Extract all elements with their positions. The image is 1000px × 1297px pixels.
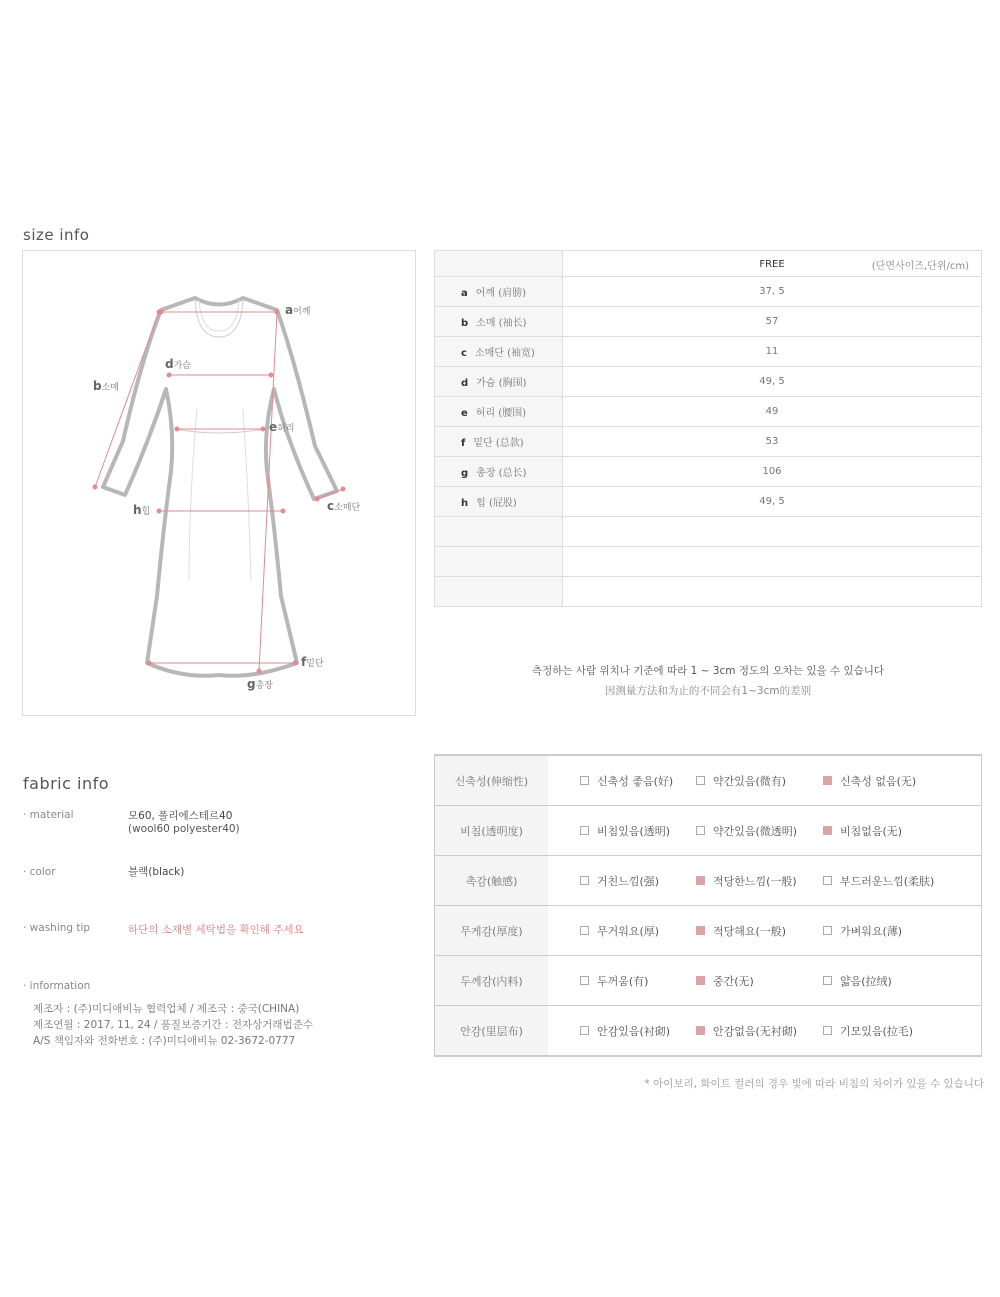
fabric-option-label: 얇음(拉绒)	[840, 974, 892, 988]
checkbox-icon[interactable]	[580, 976, 589, 985]
fabric-option[interactable]	[823, 873, 971, 889]
material-value: 모60, 폴리에스테르40	[128, 810, 233, 822]
fabric-option-label: 약간있음(微有)	[713, 774, 787, 788]
material-value-en: (wool60 polyester40)	[128, 823, 240, 835]
fabric-option-label: 거친느낌(强)	[597, 874, 660, 888]
checkbox-icon[interactable]	[696, 776, 705, 785]
fabric-option[interactable]	[696, 773, 823, 789]
fabric-option-label: 안감없음(无衬砌)	[713, 1024, 798, 1038]
table-row: d 가슴 (胸围) 49, 5	[435, 367, 982, 397]
information-label: · information	[23, 980, 91, 992]
checked-box-icon[interactable]	[696, 976, 705, 985]
checked-box-icon[interactable]	[823, 776, 832, 785]
table-row: h 힙 (屁股) 49, 5	[435, 487, 982, 517]
fabric-option-label: 중간(无)	[713, 974, 754, 988]
fabric-option-label: 신축성 없음(无)	[840, 774, 917, 788]
fabric-option[interactable]	[696, 923, 823, 939]
table-row: g 총장 (总长) 106	[435, 457, 982, 487]
info-line: A/S 책임자와 전화번호 : (주)미디애비뉴 02-3672-0777	[33, 1035, 296, 1047]
fabric-option[interactable]	[823, 1023, 971, 1039]
fabric-option-label: 적당해요(一般)	[713, 924, 787, 938]
checkbox-icon[interactable]	[580, 926, 589, 935]
fabric-property-label: 비침(透明度)	[435, 806, 549, 856]
washing-tip-value: 하단의 소재별 세탁법을 확인해 주세요	[128, 924, 304, 936]
fabric-property-label: 신축성(伸缩性)	[435, 755, 549, 806]
table-row-empty	[435, 547, 982, 577]
label-h: h힙	[133, 503, 151, 517]
fabric-option[interactable]	[823, 773, 971, 789]
label-b: b소매	[93, 379, 119, 393]
fabric-property-row	[435, 755, 982, 806]
checked-box-icon[interactable]	[696, 926, 705, 935]
measurement-note-cn: 因测量方法和为止的不同会有1~3cm的差别	[604, 685, 812, 697]
fabric-option-label: 적당한느낌(一般)	[713, 874, 797, 888]
fabric-option[interactable]	[823, 923, 971, 939]
checked-box-icon[interactable]	[696, 876, 705, 885]
fabric-property-label: 두께감(内料)	[435, 956, 549, 1006]
size-table	[434, 250, 982, 607]
fabric-option-label: 안감있음(衬砌)	[597, 1024, 671, 1038]
color-value: 블랙(black)	[128, 866, 185, 878]
fabric-option-label: 부드러운느낌(柔肤)	[840, 874, 935, 888]
fabric-option-label: 기모있음(拉毛)	[840, 1024, 914, 1038]
checkbox-icon[interactable]	[580, 876, 589, 885]
unit-note: (단면사이즈,단위/cm)	[871, 261, 969, 272]
size-table-header	[435, 251, 982, 277]
checkbox-icon[interactable]	[580, 826, 589, 835]
info-line: 제조연월 : 2017, 11, 24 / 품질보증기간 : 전자상거래법준수	[33, 1019, 314, 1031]
fabric-footnote: * 아이보리, 화이트 컬러의 경우 빛에 따라 비침의 차이가 있을 수 있습니다	[644, 1078, 984, 1090]
dress-outline	[103, 298, 337, 676]
material-label: · material	[23, 809, 74, 821]
fabric-option-label: 가벼워요(薄)	[840, 924, 903, 938]
info-line: 제조자 : (주)미디애비뉴 협력업체 / 제조국 : 중국(CHINA)	[33, 1003, 300, 1015]
fabric-option-label: 비침있음(透明)	[597, 824, 671, 838]
label-c: c소매단	[327, 499, 361, 513]
fabric-property-row	[435, 856, 982, 906]
fabric-option[interactable]	[580, 923, 696, 939]
fabric-option[interactable]	[696, 1023, 823, 1039]
washing-tip-label: · washing tip	[23, 922, 91, 934]
checkbox-icon[interactable]	[823, 876, 832, 885]
label-a: a어깨	[285, 303, 311, 317]
fabric-option-label: 두꺼움(有)	[597, 974, 649, 988]
fabric-property-row	[435, 956, 982, 1006]
checked-box-icon[interactable]	[823, 826, 832, 835]
fabric-properties-table	[434, 754, 982, 1057]
size-free-header: FREE	[759, 259, 785, 270]
fabric-property-label: 안감(里层布)	[435, 1006, 549, 1057]
fabric-property-label: 촉감(触感)	[435, 856, 549, 906]
size-info-title: size info	[23, 226, 90, 244]
fabric-option[interactable]	[823, 823, 971, 839]
table-row: e 허리 (腰围) 49	[435, 397, 982, 427]
checkbox-icon[interactable]	[823, 976, 832, 985]
fabric-property-row	[435, 806, 982, 856]
dress-illustration	[23, 251, 415, 715]
fabric-option-label: 비침없음(无)	[840, 824, 903, 838]
fabric-option[interactable]	[696, 823, 823, 839]
dress-diagram	[22, 250, 416, 716]
fabric-option[interactable]	[580, 873, 696, 889]
label-e: e허리	[269, 420, 295, 434]
fabric-info-title: fabric info	[23, 774, 110, 793]
color-label: · color	[23, 866, 56, 878]
fabric-option[interactable]	[580, 973, 696, 989]
fabric-option[interactable]	[823, 973, 971, 989]
fabric-option-label: 약간있음(微透明)	[713, 824, 798, 838]
table-row: a 어깨 (肩膀) 37, 5	[435, 277, 982, 307]
fabric-property-row	[435, 906, 982, 956]
label-g: g총장	[247, 677, 273, 691]
checked-box-icon[interactable]	[696, 1026, 705, 1035]
fabric-option[interactable]	[696, 873, 823, 889]
fabric-option[interactable]	[580, 773, 696, 789]
fabric-option-label: 무거워요(厚)	[597, 924, 660, 938]
label-d: d가슴	[165, 357, 191, 371]
label-f: f밑단	[301, 655, 324, 669]
measurement-note-ko: 측정하는 사람 위치나 기준에 따라 1 ~ 3cm 정도의 오차는 있을 수 있습니다	[531, 665, 885, 677]
fabric-option[interactable]	[580, 1023, 696, 1039]
checkbox-icon[interactable]	[696, 826, 705, 835]
fabric-property-row	[435, 1006, 982, 1057]
fabric-option-label: 신축성 좋음(好)	[597, 774, 674, 788]
fabric-option[interactable]	[696, 973, 823, 989]
table-row-empty	[435, 577, 982, 607]
checkbox-icon[interactable]	[580, 776, 589, 785]
checkbox-icon[interactable]	[580, 1026, 589, 1035]
table-row-empty	[435, 517, 982, 547]
table-row: f 밑단 (总款) 53	[435, 427, 982, 457]
fabric-property-label: 무게감(厚度)	[435, 906, 549, 956]
table-row: b 소매 (袖长) 57	[435, 307, 982, 337]
checkbox-icon[interactable]	[823, 926, 832, 935]
fabric-option[interactable]	[580, 823, 696, 839]
table-row: c 소매단 (袖宽) 11	[435, 337, 982, 367]
checkbox-icon[interactable]	[823, 1026, 832, 1035]
